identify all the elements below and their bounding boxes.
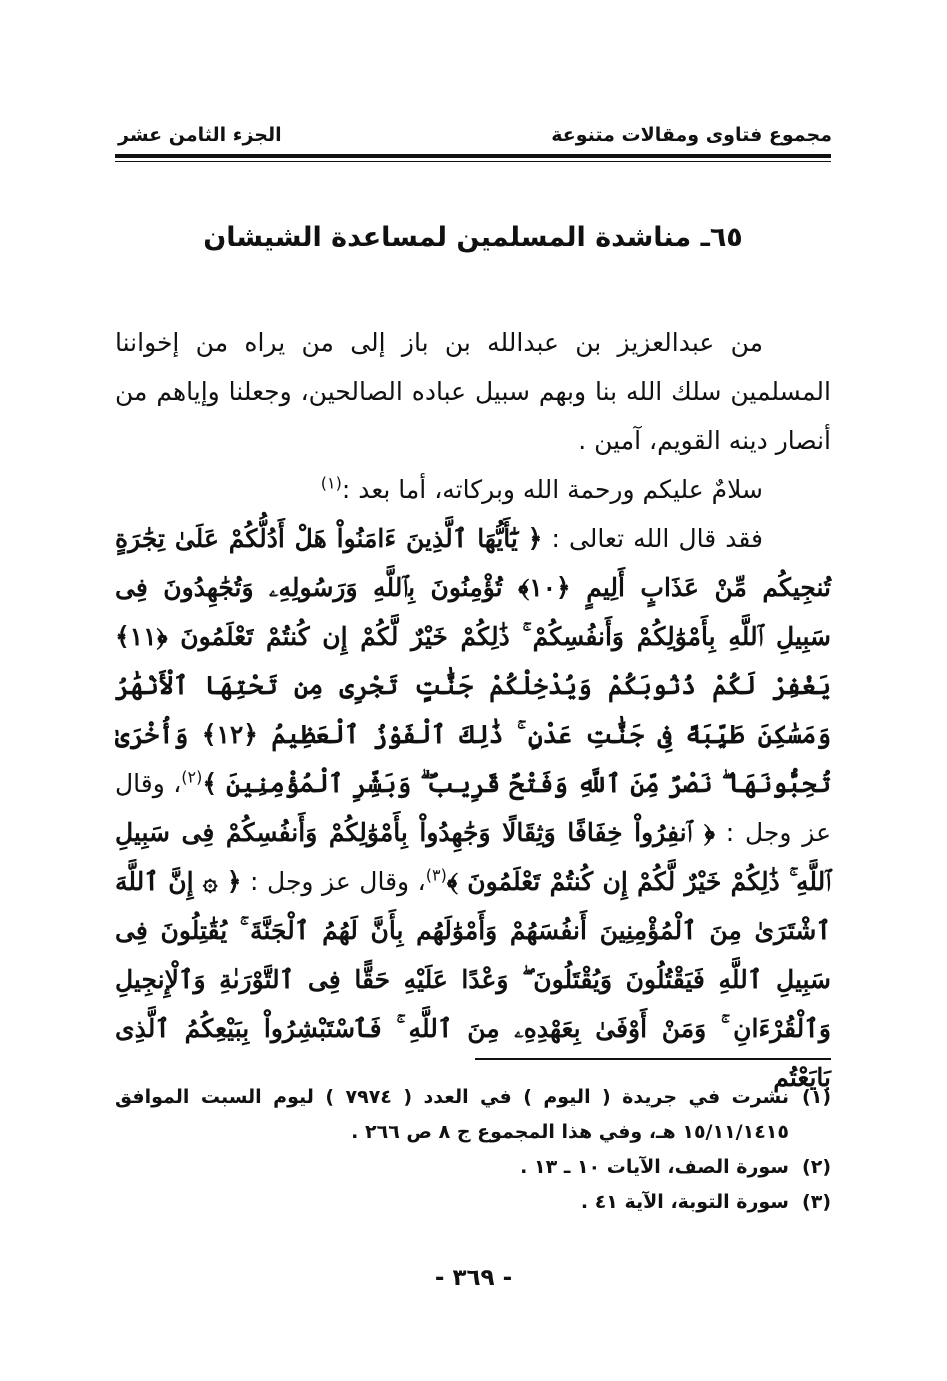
footnote-ref-1: (١) — [320, 473, 342, 493]
footnote-text: سورة الصف، الآيات ١٠ ـ ١٣ . — [520, 1156, 789, 1178]
footnote-ref-3: (٣) — [425, 865, 447, 885]
running-header-volume: الجزء الثامن عشر — [118, 124, 282, 146]
quran-intro: فقد قال الله تعالى : — [551, 524, 763, 553]
quran-verse-at-tawbah-41: ﴿ ٱنفِرُواْ خِفَافًا وَثِقَالًا وَجَٰهِدُواْ بِأَمْوَٰلِكُمْ وَأَنفُسِكُمْ فِى سَبِيلِ ٱللَّهِ ۚ ذَٰلِكُمْ خَيْرٌ لَّكُمْ إِن كُنتُمْ تَعْلَمُونَ ﴾ — [115, 818, 831, 896]
paragraph-salutation — [115, 465, 831, 514]
quran-verse-at-tawbah-111: ﴿ ۞ إِنَّ ٱللَّهَ ٱشْتَرَىٰ مِنَ ٱلْمُؤْمِنِينَ أَنفُسَهُمْ وَأَمْوَٰلَهُم بِأَنَّ لَهُمُ ٱلْجَنَّةَ ۚ يُقَٰتِلُونَ فِى سَبِيلِ ٱللَّهِ فَيَقْتُلُونَ وَيُقْتَلُونَ ۖ وَعْدًا عَلَيْهِ حَقًّا فِى ٱلتَّوْرَىٰةِ وَٱلْإِنجِيلِ وَٱلْقُرْءَانِ ۚ وَمَنْ أَوْفَىٰ بِعَهْدِهِۦ مِنَ ٱللَّهِ ۚ فَٱسْتَبْشِرُواْ بِبَيْعِكُمُ ٱلَّذِى بَايَعْتُم — [115, 867, 831, 1092]
paragraph-quran-citations — [115, 514, 831, 1102]
quran-verse-as-saff: ﴿ يَٰٓأَيُّهَا ٱلَّذِينَ ءَامَنُواْ هَلْ أَدُلُّكُمْ عَلَىٰ تِجَٰرَةٍ تُنجِيكُم مِّنْ عَذَابٍ أَلِيمٍ ﴿١٠﴾ تُؤْمِنُونَ بِٱللَّهِ وَرَسُولِهِۦ وَتُجَٰهِدُونَ فِى سَبِيلِ ٱللَّهِ بِأَمْوَٰلِكُمْ وَأَنفُسِكُمْ ۚ ذَٰلِكُمْ خَيْرٌ لَّكُمْ إِن كُنتُمْ تَعْلَمُونَ ﴿١١﴾ يَغْفِرْ لَكُمْ ذُنُوبَكُمْ وَيُدْخِلْكُمْ جَنَّٰتٍ تَجْرِى مِن تَحْتِهَا ٱلْأَنْهَٰرُ وَمَسَٰكِنَ طَيِّبَةً فِى جَنَّٰتِ عَدْنٍ ۚ ذَٰلِكَ ٱلْفَوْزُ ٱلْعَظِيمُ ﴿١٢﴾ وَأُخْرَىٰ تُحِبُّونَهَا ۖ نَصْرٌ مِّنَ ٱللَّهِ وَفَتْحٌ قَرِيبٌ ۗ وَبَشِّرِ ٱلْمُؤْمِنِينَ ﴾ — [115, 524, 831, 798]
article-title: ٦٥ـ مناشدة المسلمين لمساعدة الشيشان — [203, 222, 743, 253]
footnote-separator — [475, 1058, 831, 1060]
salutation-text: سلامٌ عليكم ورحمة الله وبركاته، أما بعد : — [341, 475, 763, 504]
paragraph-greeting-sender: من عبدالعزيز بن عبدالله بن باز إلى من يراه من إخواننا المسلمين سلك الله بنا وبهم سبيل عباده الصالحين، وجعلنا وإياهم من أنصار دينه القويم، آمين . — [115, 328, 831, 455]
footnote-text: سورة التوبة، الآية ٤١ . — [580, 1191, 789, 1213]
footnote-number: (٢) — [802, 1156, 831, 1178]
header-rule-thick — [115, 154, 831, 158]
page-number: - ٣٦٩ - — [434, 1265, 513, 1291]
footnote-number: (١) — [802, 1086, 831, 1108]
footnote-text: نشرت في جريدة ( اليوم ) في العدد ( ٧٩٧٤ ) ليوم السبت الموافق ١٥/١١/١٤١٥ هـ، وفي هذا المجموع ج ٨ ص ٢٦٦ . — [115, 1086, 789, 1143]
footnote-number: (٣) — [802, 1191, 831, 1213]
footnote-ref-2: (٢) — [181, 767, 203, 787]
connector-text-2: ، وقال عز وجل : — [250, 867, 426, 896]
footnote-item — [115, 1080, 831, 1150]
footnote-item — [115, 1185, 831, 1220]
article-body — [115, 318, 831, 1102]
header-rule-thin — [115, 161, 831, 162]
footnote-item — [115, 1150, 831, 1185]
connector-text-1: ، وقال عز وجل : — [115, 769, 831, 847]
running-header-book-title: مجموع فتاوى ومقالات متنوعة — [551, 124, 832, 146]
footnotes — [115, 1080, 831, 1220]
